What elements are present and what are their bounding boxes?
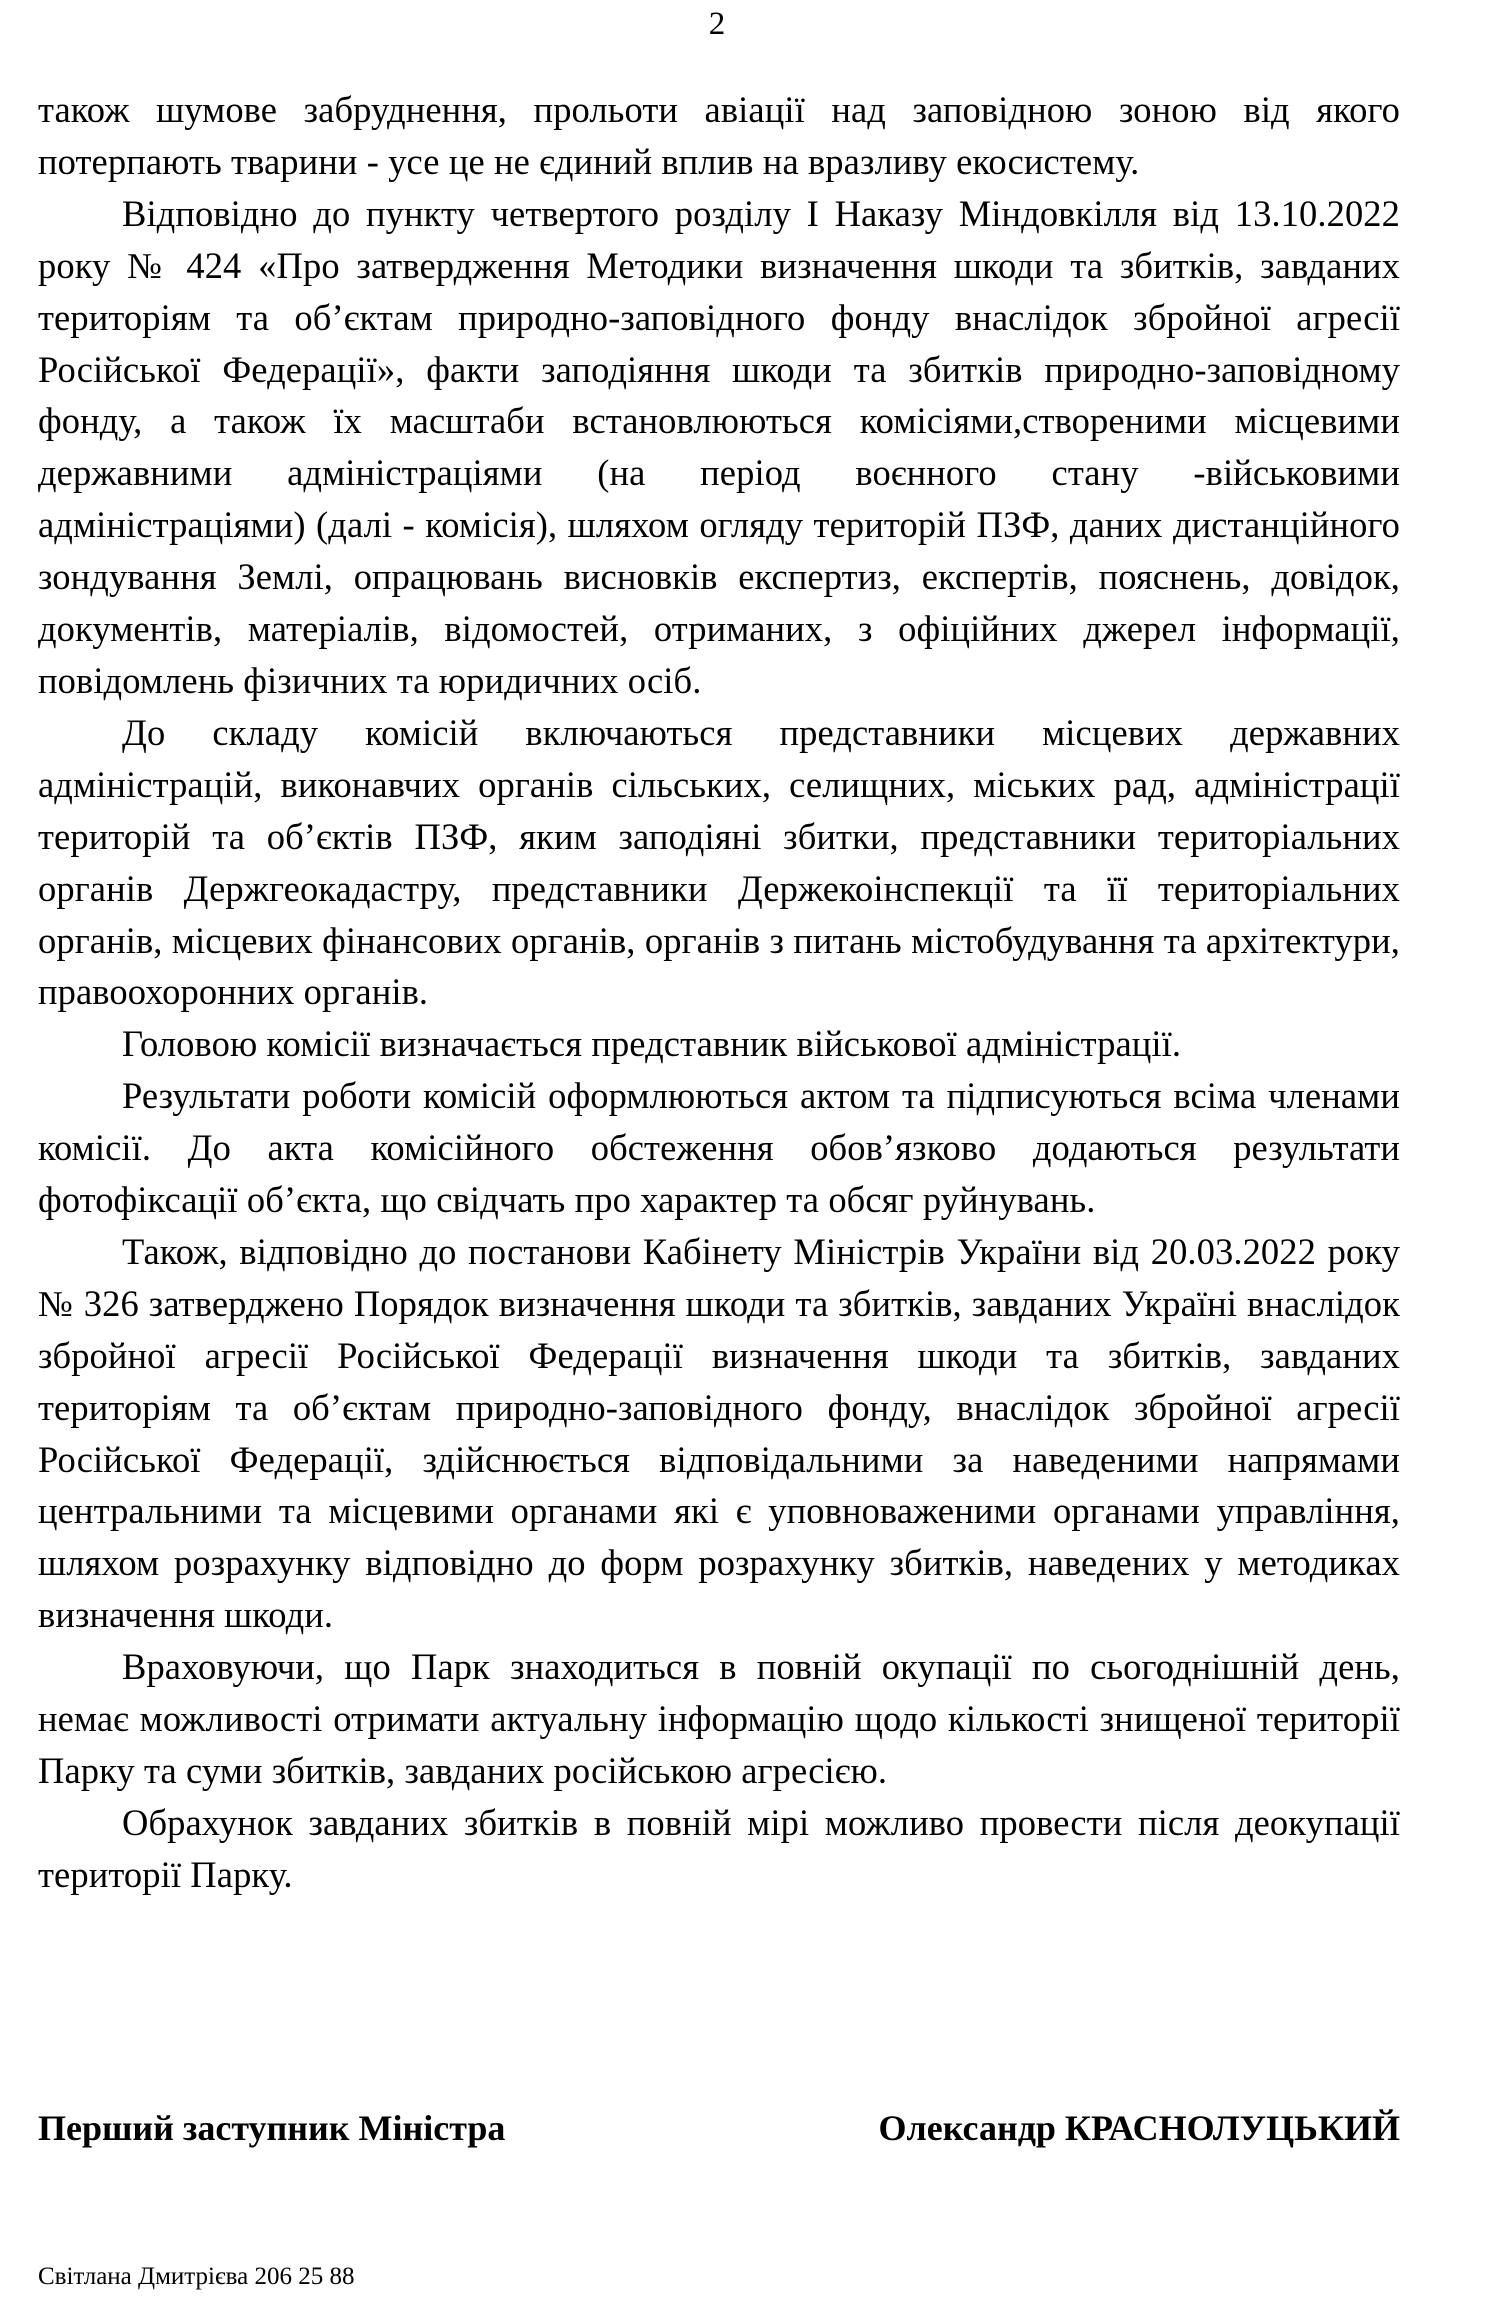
paragraph-commission-composition: До складу комісій включаються представники місцевих державних адміністрацій, виконавчих органів сільських, селищних, міських рад, адміністрації територій та об’єктів ПЗФ, яким заподіяні збитки, представники територіальних органів Держгеокадастру, представники Держекоінспекції та її територіальних органів, місцевих фінансових органів, органів з питань містобудування та архітектури, правоохоронних органів. — [38, 711, 1400, 1013]
signatory-position: Перший заступник Міністра — [38, 2108, 506, 2148]
paragraph-commission-results: Результати роботи комісій оформлюються актом та підписуються всіма членами комісії. До акта комісійного обстеження обов’язково додаються результати фотофіксації об’єкта, що свідчать про характер та обсяг руйнувань. — [38, 1075, 1400, 1221]
signatory-name: Олександр КРАСНОЛУЦЬКИЙ — [878, 2108, 1400, 2148]
executor-contact: Світлана Дмитрієва 206 25 88 — [38, 2263, 355, 2290]
paragraph-legal-basis: Відповідно до пункту четвертого розділу І Наказу Міндовкілля від 13.10.2022 року № 424 «Про затвердження Методики визначення шкоди та збитків, завданих територіям та об’єктам природно-заповідного фонду внаслідок збройної агресії Російської Федерації», факти заподіяння шкоди та збитків природно-заповідному фонду, а також їх масштаби встановлюються комісіями,створеними місцевими державними адміністраціями (на період воєнного стану -військовими адміністраціями) (далі - комісія), шляхом огляду територій ПЗФ, даних дистанційного зондування Землі, опрацювань висновків експертиз, експертів, пояснень, довідок, документів, матеріалів, відомостей, отриманих, з офіційних джерел інформації, повідомлень фізичних та юридичних осіб. — [38, 192, 1400, 701]
document-body — [38, 84, 1400, 1901]
paragraph-park-occupation: Враховуючи, що Парк знаходиться в повній окупації по сьогоднішній день, немає можливості отримати актуальну інформацію щодо кількості знищеної території Парку та суми збитків, завданих російською агресією. — [38, 1646, 1400, 1791]
paragraph-cabinet-resolution: Також, відповідно до постанови Кабінету Міністрів України від 20.03.2022 року № 326 затверджено Порядок визначення шкоди та збитків, завданих Україні внаслідок збройної агресії Російської Федерації визначення шкоди та збитків, завданих територіям та об’єктам природно-заповідного фонду, внаслідок збройної агресії Російської Федерації, здійснюється відповідальними за наведеними напрямами центральними та місцевими органами які є уповноваженими органами управління, шляхом розрахунку відповідно до форм розрахунку збитків, наведених у методиках визначення шкоди. — [38, 1230, 1400, 1636]
paragraph-continuation: також шумове забруднення, прольоти авіації над заповідною зоною від якого потерпають тварини - усе це не єдиний вплив на вразливу екосистему. — [38, 89, 1400, 182]
paragraph-commission-head: Головою комісії визначається представник військової адміністрації. — [122, 1023, 1182, 1065]
paragraph-damage-calculation: Обрахунок завданих збитків в повній мірі можливо провести після деокупації території Парку. — [38, 1801, 1400, 1895]
page-number: 2 — [708, 6, 726, 42]
signature-block — [38, 2102, 1400, 2154]
